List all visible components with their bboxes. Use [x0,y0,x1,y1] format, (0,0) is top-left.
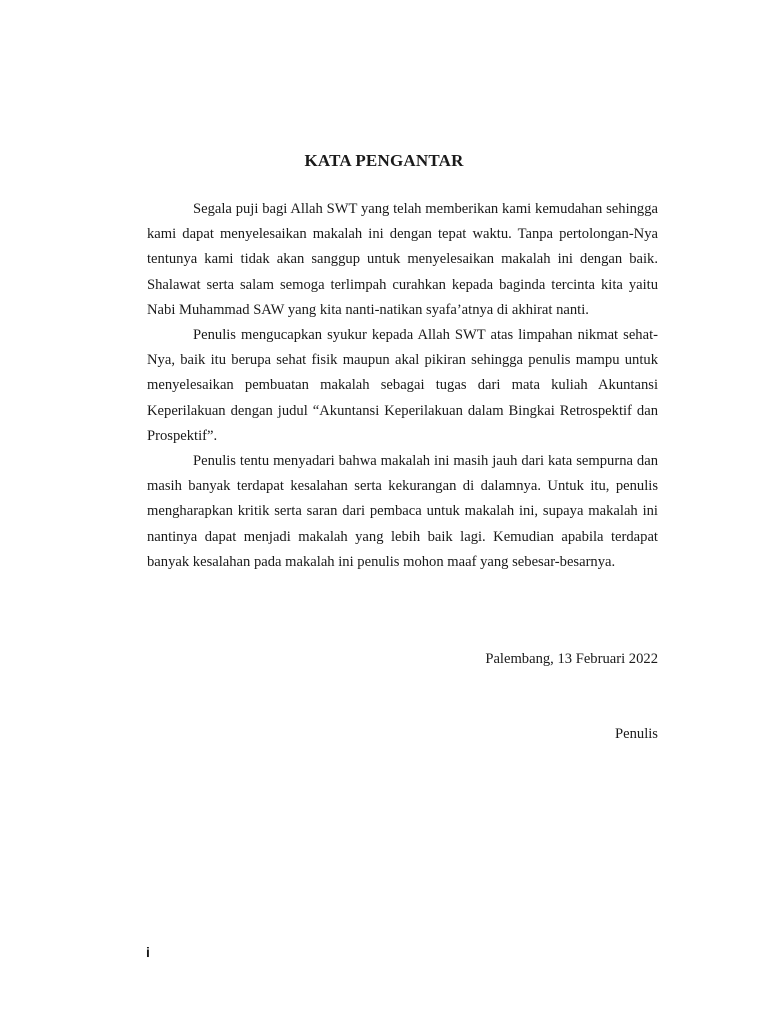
body-text [147,197,658,575]
paragraph-3: Penulis tentu menyadari bahwa makalah ini masih jauh dari kata sempurna dan masih banyak terdapat kesalahan serta kekurangan di dalamnya. Untuk itu, penulis mengharapkan kritik serta saran dari pembaca untuk makalah ini, supaya makalah ini nantinya dapat menjadi makalah yang lebih baik lagi. Kemudian apabila terdapat banyak kesalahan pada makalah ini penulis mohon maaf yang sebesar-besarnya. [147,453,658,570]
page-title: KATA PENGANTAR [304,151,464,170]
page-number: i [146,944,150,960]
author-signature: Penulis [615,726,658,742]
place-date: Palembang, 13 Februari 2022 [485,651,658,667]
paragraph-2: Penulis mengucapkan syukur kepada Allah SWT atas limpahan nikmat sehat-Nya, baik itu berupa sehat fisik maupun akal pikiran sehingga penulis mampu untuk menyelesaikan pembuatan makalah sebagai tugas dari mata kuliah Akuntansi Keperilakuan dengan judul “Akuntansi Keperilakuan dalam Bingkai Retrospektif dan Prospektif”. [147,327,658,444]
paragraph-1: Segala puji bagi Allah SWT yang telah memberikan kami kemudahan sehingga kami dapat menyelesaikan makalah ini dengan tepat waktu. Tanpa pertolongan-Nya tentunya kami tidak akan sanggup untuk menyelesaikan makalah ini dengan baik. Shalawat serta salam semoga terlimpah curahkan kepada baginda tercinta kita yaitu Nabi Muhammad SAW yang kita nanti-natikan syafa’atnya di akhirat nanti. [147,201,658,318]
